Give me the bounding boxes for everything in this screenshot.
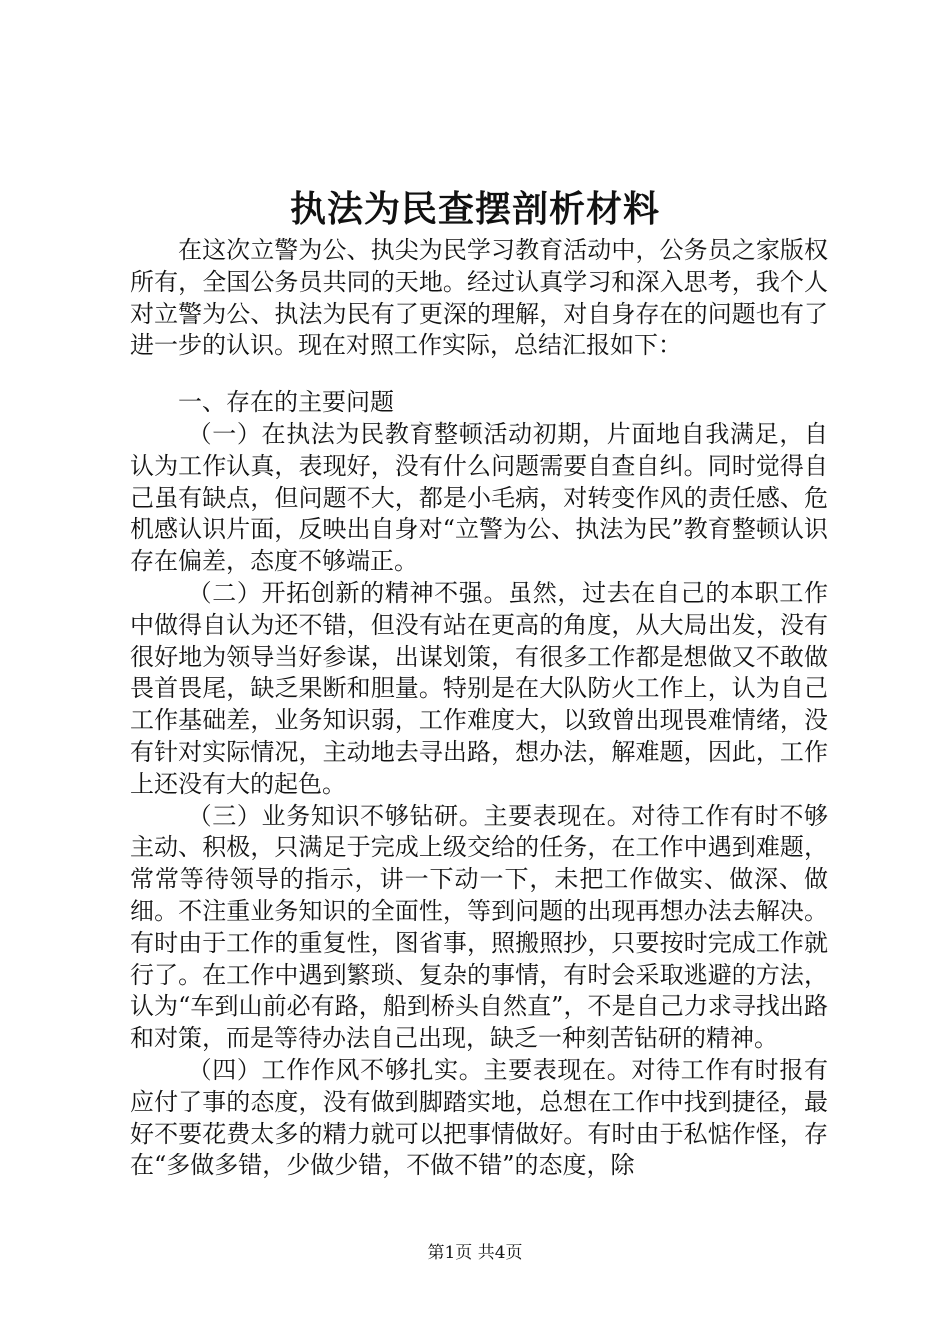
intro-paragraph: 在这次立警为公、执尖为民学习教育活动中，公务员之家版权所有，全国公务员共同的天地。经过认真学习和深入思考，我个人对立警为公、执法为民有了更深的理解，对自身存在的问题也有了进一步的认识。现在对照工作实际，总结汇报如下： [130, 236, 828, 360]
document-body [130, 235, 828, 1182]
paragraph-item-2: （二）开拓创新的精神不强。虽然，过去在自己的本职工作中做得自认为还不错，但没有站在更高的角度，从大局出发，没有很好地为领导当好参谋，出谋划策，有很多工作都是想做又不敢做畏首畏尾，缺乏果断和胆量。特别是在大队防火工作上，认为自己工作基础差，业务知识弱，工作难度大，以致曾出现畏难情绪，没有针对实际情况，主动地去寻出路，想办法，解难题，因此，工作上还没有大的起色。 [130, 578, 828, 798]
paragraph-item-3: （三）业务知识不够钻研。主要表现在。对待工作有时不够主动、积极，只满足于完成上级交给的任务，在工作中遇到难题，常常等待领导的指示，讲一下动一下，未把工作做实、做深、做细。不注重业务知识的全面性，等到问题的出现再想办法去解决。有时由于工作的重复性，图省事，照搬照抄，只要按时完成工作就行了。在工作中遇到繁琐、复杂的事情，有时会采取逃避的方法，认为“车到山前必有路，船到桥头自然直”，不是自己力求寻找出路和对策，而是等待办法自己出现，缺乏一种刻苦钻研的精神。 [130, 801, 828, 1053]
paragraph-item-1: （一）在执法为民教育整顿活动初期，片面地自我满足，自认为工作认真，表现好，没有什么问题需要自查自纠。同时觉得自己虽有缺点，但问题不大，都是小毛病，对转变作风的责任感、危机感认识片面，反映出自身对“立警为公、执法为民”教育整顿认识存在偏差，态度不够端正。 [130, 419, 828, 576]
section-heading: 一、存在的主要问题 [178, 388, 394, 417]
paragraph-item-4: （四）工作作风不够扎实。主要表现在。对待工作有时报有应付了事的态度，没有做到脚踏实地，总想在工作中找到捷径，最好不要花费太多的精力就可以把事情做好。有时由于私惦作怪，存在“多做多错，少做少错，不做不错”的态度，除 [130, 1055, 828, 1180]
page-footer: 第1页 共4页 [427, 1243, 523, 1263]
document-title: 执法为民查摆剖析材料 [289, 188, 660, 230]
